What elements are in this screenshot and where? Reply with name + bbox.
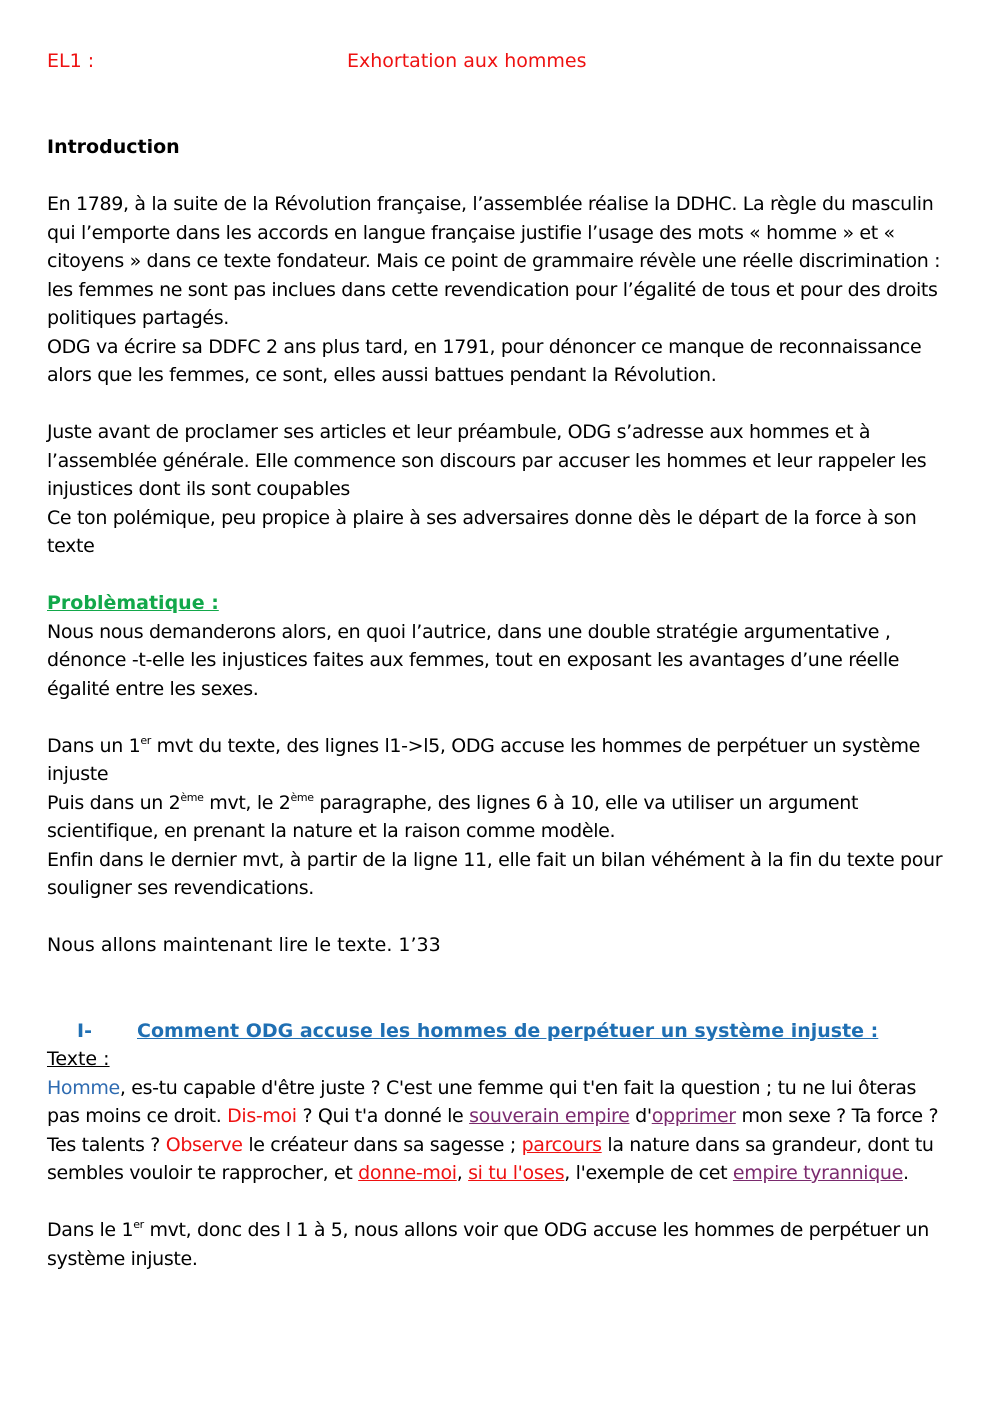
intro-paragraph-4: Ce ton polémique, peu propice à plaire à ses adversaires donne dès le départ de la force à son texte [47,506,917,557]
document-page [47,47,947,1273]
plan-movement-1: Dans un 1er mvt du texte, des lignes l1->l5, ODG accuse les hommes de perpétuer un système injuste [47,733,920,785]
section-1-heading [47,1017,947,1046]
exercise-label: EL1 : [47,50,95,72]
document-title: Exhortation aux hommes [347,50,587,72]
problematique-heading: Problèmatique : [47,592,219,614]
texte-label: Texte : [47,1048,110,1070]
quoted-text: Homme, es-tu capable d'être juste ? C'est une femme qui t'en fait la question ; tu ne lui ôteras pas moins ce droit. Dis-moi ? Qui t'a donné le souverain empire d'opprimer mon sexe ? Ta force ? Tes talents ? Observe le créateur dans sa sagesse ; parcours la nature dans sa grandeur, dont tu sembles vouloir te rapprocher, et donne-moi, si tu l'oses, l'exemple de cet empire tyrannique. [47,1076,939,1184]
intro-paragraph-2: ODG va écrire sa DDFC 2 ans plus tard, en 1791, pour dénoncer ce manque de reconnaissance alors que les femmes, ce sont, elles aussi battues pendant la Révolution. [47,335,922,386]
introduction-heading: Introduction [47,136,180,158]
intro-paragraph-1: En 1789, à la suite de la Révolution française, l’assemblée réalise la DDHC. La règle du masculin qui l’emporte dans les accords en langue française justifie l’usage des mots « homme » et « citoyens » dans ce texte fondateur. Mais ce point de grammaire révèle une réelle discrimination : les femmes ne sont pas inclues dans cette revendication pour l’égalité de tous et pour des droits politiques partagés. [47,193,941,329]
section-title: Comment ODG accuse les hommes de perpétuer un système injuste : [137,1019,879,1042]
section-number: I- [77,1019,92,1042]
movement-1-conclusion: Dans le 1er mvt, donc des l 1 à 5, nous allons voir que ODG accuse les hommes de perpétuer un système injuste. [47,1218,929,1270]
document-header [47,47,947,76]
reading-note: Nous allons maintenant lire le texte. 1’33 [47,934,441,956]
problematique-text: Nous nous demanderons alors, en quoi l’autrice, dans une double stratégie argumentative , dénonce -t-elle les injustices faites aux femmes, tout en exposant les avantages d’une réelle égalité entre les sexes. [47,620,900,700]
intro-paragraph-3: Juste avant de proclamer ses articles et leur préambule, ODG s’adresse aux hommes et à l’assemblée générale. Elle commence son discours par accuser les hommes et leur rappeler les injustices dont ils sont coupables [47,421,927,500]
plan-movement-2: Puis dans un 2ème mvt, le 2ème paragraphe, des lignes 6 à 10, elle va utiliser un argument scientifique, en prenant la nature et la raison comme modèle. [47,790,859,842]
plan-movement-3: Enfin dans le dernier mvt, à partir de la ligne 11, elle fait un bilan véhément à la fin du texte pour souligner ses revendications. [47,848,943,899]
